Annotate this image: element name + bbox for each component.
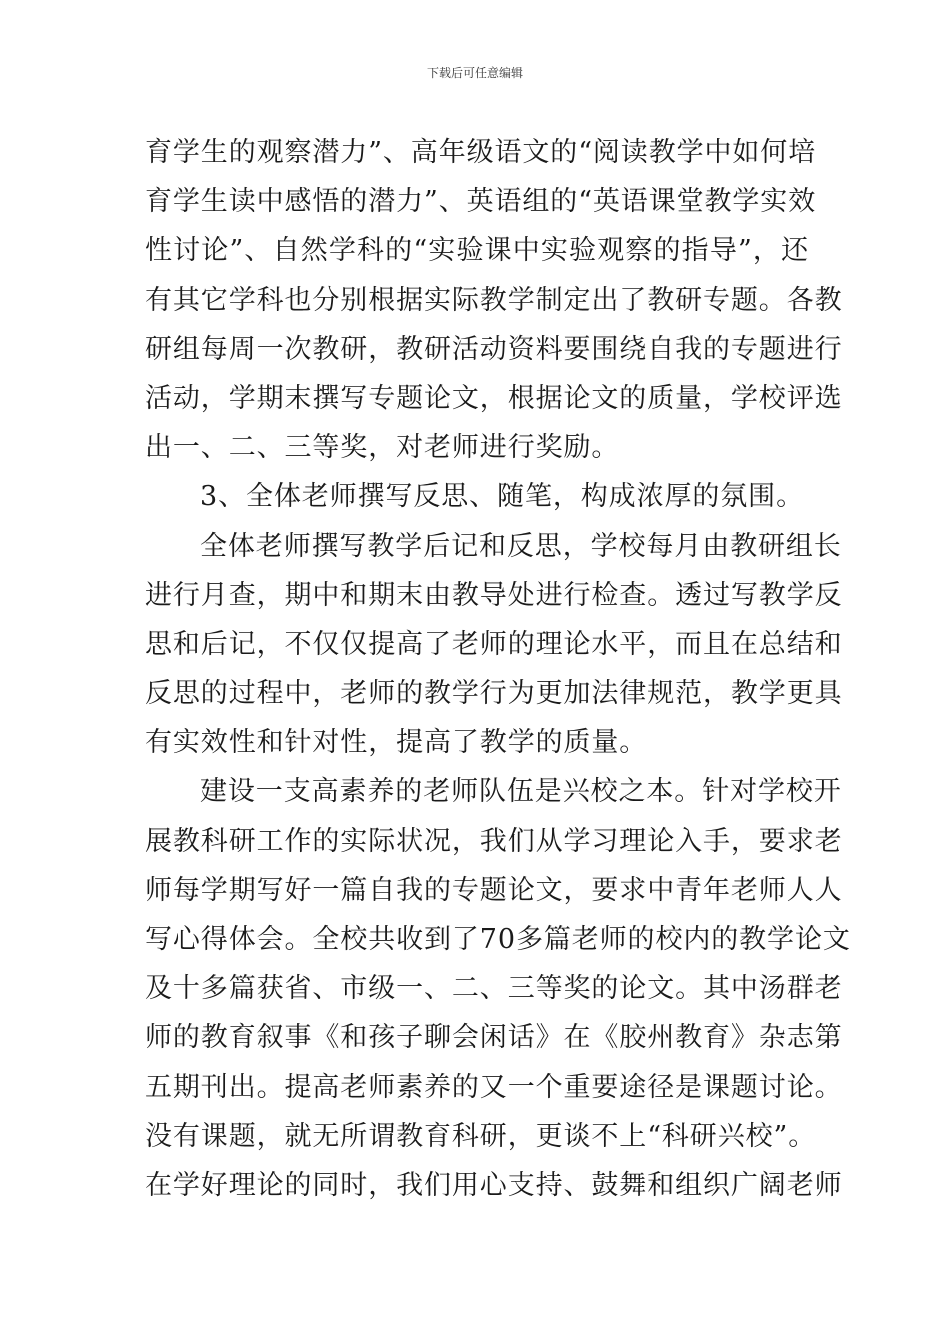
text-line: 师每学期写好一篇自我的专题论文，要求中青年老师人人 <box>145 874 843 906</box>
text-line: 育学生的观察潜力”、高年级语文的“阅读教学中如何培 <box>145 137 817 168</box>
text-line: 育学生读中感悟的潜力”、英语组的“英语课堂教学实效 <box>145 186 817 218</box>
text-line: 没有课题，就无所谓教育科研，更谈不上“科研兴校”。 <box>145 1120 817 1152</box>
section-heading: 3、全体老师撰写反思、随笔，构成浓厚的氛围。 <box>200 481 804 513</box>
body-text <box>145 128 851 1210</box>
text-line: 思和后记，不仅仅提高了老师的理论水平，而且在总结和 <box>145 628 843 660</box>
page-header: 下载后可任意编辑 <box>426 66 523 80</box>
text-line: 有其它学科也分别根据实际教学制定出了教研专题。各教 <box>145 284 843 316</box>
text-line: 在学好理论的同时，我们用心支持、鼓舞和组织广阔老师 <box>145 1169 843 1201</box>
text-line: 及十多篇获省、市级一、二、三等奖的论文。其中汤群老 <box>145 973 843 1005</box>
text-line: 师的教育叙事《和孩子聊会闲话》在《胶州教育》杂志第 <box>145 1022 843 1054</box>
text-line: 展教科研工作的实际状况，我们从学习理论入手，要求老 <box>145 825 843 857</box>
text-line: 性讨论”、自然学科的“实验课中实验观察的指导”，还 <box>145 235 809 267</box>
text-line: 有实效性和针对性，提高了教学的质量。 <box>145 727 648 759</box>
text-line: 研组每周一次教研，教研活动资料要围绕自我的专题进行 <box>145 333 843 365</box>
text-line: 出一、二、三等奖，对老师进行奖励。 <box>145 432 620 464</box>
text-line: 反思的过程中，老师的教学行为更加法律规范，教学更具 <box>145 678 843 710</box>
text-line: 写心得体会。全校共收到了70多篇老师的校内的教学论文 <box>145 924 851 955</box>
text-line: 进行月查，期中和期末由教导处进行检查。透过写教学反 <box>145 579 843 611</box>
paragraph-start-line: 全体老师撰写教学后记和反思，学校每月由教研组长 <box>200 530 842 562</box>
text-line: 五期刊出。提高老师素养的又一个重要途径是课题讨论。 <box>145 1071 843 1103</box>
paragraph-start-line: 建设一支高素养的老师队伍是兴校之本。针对学校开 <box>200 776 842 808</box>
text-line: 活动，学期末撰写专题论文，根据论文的质量，学校评选 <box>145 382 843 414</box>
